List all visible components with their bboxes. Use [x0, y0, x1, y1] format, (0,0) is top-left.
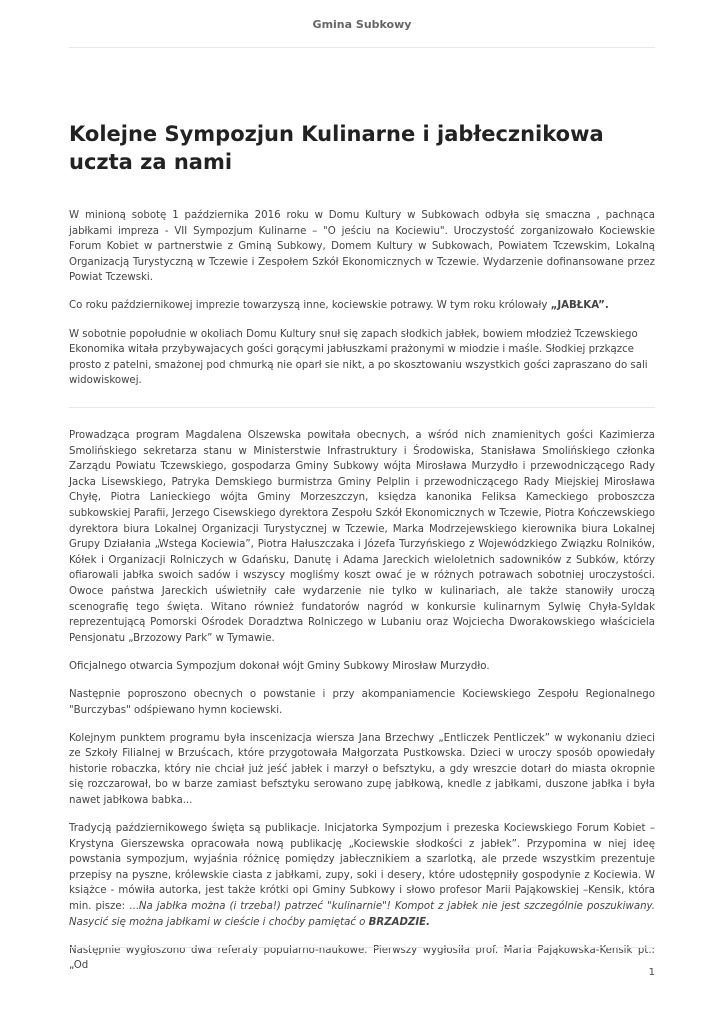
section-divider [69, 407, 655, 408]
article-title: Kolejne Sympozjun Kulinarne i jabłecznikowa uczta za nami [69, 122, 604, 174]
site-header [69, 0, 655, 48]
publications-quote-emphasis: BRZADZIE. [368, 916, 431, 928]
article-section-main [69, 428, 655, 974]
publications-quote: Na jabłka można (i trzeba!) patrzeć "kulinarnie"! Kompot z jabłek nie jest szczególnie poszukiwany. Nasycić się można jabłkami w cieście i choćby pamiętać o [69, 901, 656, 928]
paragraph-publications [69, 821, 655, 930]
article-section-intro [69, 208, 655, 389]
publications-text: Tradycją październikowego święta są publikacje. Inicjatorka Sympozjum i prezeska Kociewskiego Forum Kobiet – Krystyna Gierszewska opracowała nową publikację „Kociewskie słodkości z jabłek”. Przypomina w niej ideę powstania sympozjum, wyjaśnia różnicę pomiędzy jabłecznikiem a szarlotką, ale przede wszystkim prezentuje przepisy na pyszne, królewskie ciasta z jabłkami, zupy, soki i desery, które udostępniły gospodynie z Kociewia. W książce - mówiła autorka, jest także krótki opi Gminy Subkowy i słowo profesor Marii Pająkowskiej –Kensik, która min. pisze: ... [69, 823, 655, 913]
paragraph-opening: Oficjalnego otwarcia Sympozjum dokonał wójt Gminy Subkowy Mirosław Murzydło. [69, 660, 490, 672]
paragraph-apples-text: Co roku październikowej imprezie towarzyszą inne, kociewskie potrawy. W tym roku królowały [69, 300, 551, 312]
paragraph-intro: W minioną sobotę 1 października 2016 roku w Domu Kultury w Subkowach odbyła się smaczna , pachnąca jabłkami impreza - VII Sympozjum Kulinarne – "O jeściu na Kociewiu". Uroczystość zorganizowało Kociewskie Forum Kobiet w partnerstwie z Gminą Subkowy, Domem Kultury w Subkowach, Powiatem Tczewskim, Lokalną Organizacją Turystyczną w Tczewie i Zespołem Szkół Ekonomicznych w Tczewie. Wydarzenie dofinansowane przez Powiat Tczewski. [69, 210, 655, 284]
apples-highlight: „JABŁKA”. [550, 300, 609, 312]
site-name: Gmina Subkowy [312, 18, 412, 31]
paragraph-lectures: Następnie wygłoszono dwa referaty popularno-naukowe. Pierwszy wygłosiła prof. Maria Pająkowska-Kensik pt.: „Od [69, 944, 655, 972]
footer-divider [69, 947, 655, 948]
paragraph-anthem: Następnie poproszono obecnych o powstanie i przy akompaniamencie Kociewskiego Zespołu Regionalnego "Burczybas" odśpiewano hymn kociewski. [69, 688, 655, 716]
paragraph-guests: Prowadząca program Magdalena Olszewska powitała obecnych, a wśród nich znamienitych gości Kazimierza Smolińskiego sekretarza stanu w Ministerstwie Infrastruktury i Środowiska, Stanisława Smolińskiego członka Zarządu Powiatu Tczewskiego, gospodarza Gminy Subkowy wójta Mirosława Murzydło i przewodniczącego Rady Jacka Lisewskiego, Patryka Demskiego burmistrza Gminy Pelplin i przewodniczącego Rady Miejskiej Mirosława Chyłę, Piotra Lanieckiego wójta Gminy Morzeszczyn, księdza kanonika Feliksa Kameckiego proboszcza subkowskiej Parafii, Jerzego Cisewskiego dyrektora Zespołu Szkół Ekonomicznych w Tczewie, Piotra Kończewskiego dyrektora biura Lokalnej Organizacji Turystycznej w Tczewie, Marka Modrzejewskiego kierownika biura Lokalnej Grupy Działania „Wstega Kociewia”, Piotra Hałuszczaka i Józefa Turzyńskiego z Wojewódzkiego Związku Rolników, Kółek i Organizacji Rolniczych w Gdańsku, Danutę i Adama Jareckich wieloletnich sadowników z Subków, którzy ofiarowali jabłka swoich sadów i wszyscy mogliśmy koszt ować je w różnych potrawach sobotniej uroczystości. Owoce państwa Jareckich uświetniły całe wydarzenie nie tylko w kulinariach, ale także stanowiły uroczą scenografię tego święta. Witano również fundatorów nagród w konkursie kulinarnym Sylwię Chyła-Syldak reprezentującą Pomorski Ośrodek Doradztwa Rolniczego w Lubaniu oraz Wojciecha Dworakowskiego właściciela Pensjonatu „Brzozowy Park” w Tymawie. [69, 430, 655, 644]
paragraph-performance: Kolejnym punktem programu była inscenizacja wiersza Jana Brzechwy „Entliczek Pentliczek” w wykonaniu dzieci ze Szkoły Filialnej w Brzuścach, które przygotowała Małgorzata Pustkowska. Dzieci w uroczy sposób opowiedały historie robaczka, który nie chciał już jeść jabłek i marzył o befsztyku, a gdy wreszcie dotarł do miasta okropnie się rozczarował, bo w barze zamiast befsztyku serowano zupę jabłkową, knedle z jabłkami, duszone jabłka i była nawet jabłkowa babka... [69, 732, 655, 806]
paragraph-afternoon: W sobotnie popołudnie w okoliach Domu Kultury snuł się zapach słodkich jabłek, bowiem młodzież Tczewskiego Ekonomika witała przybywajacych gości gorącymi jabłuszkami prażonymi w miodzie i maśle. Słodkiej przkązce prosto z patelni, smażonej pod chmurką nie oparł sie nikt, a po skosztowaniu wszystkich gości zapraszano do sali widowiskowej. [69, 328, 648, 387]
paragraph-apples [69, 298, 655, 314]
page-number: 1 [648, 967, 655, 978]
